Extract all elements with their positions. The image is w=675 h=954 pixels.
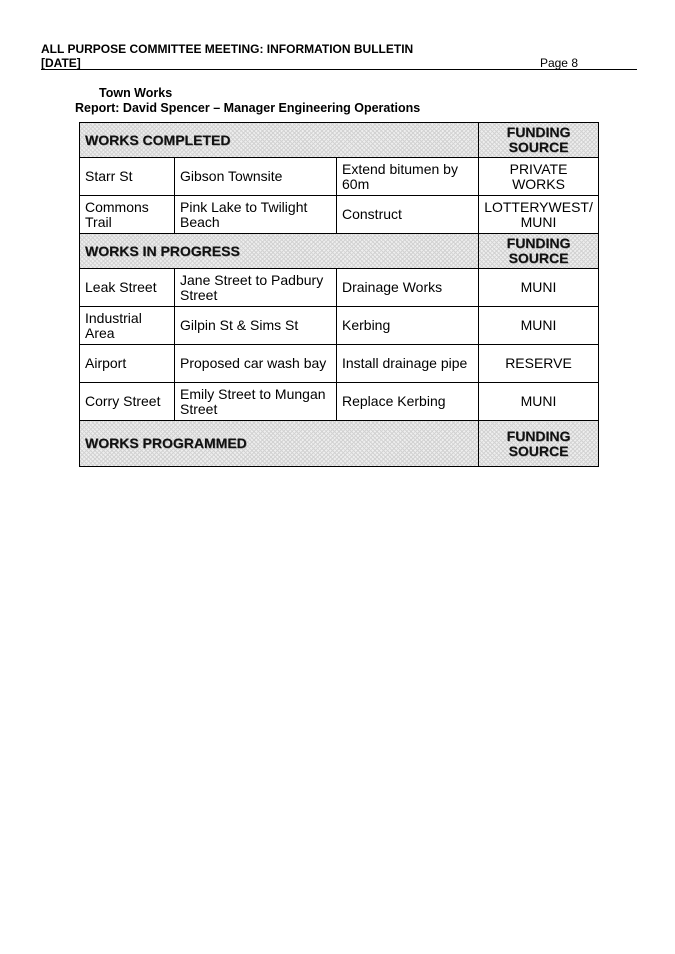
extent-cell: Emily Street to Mungan Street [175, 383, 337, 421]
page-number: Page 8 [539, 56, 578, 70]
works-in-progress-heading: WORKS IN PROGRESS [80, 234, 479, 269]
extent-cell: Gibson Townsite [175, 158, 337, 196]
report-author: Report: David Spencer – Manager Engineering Operations [75, 101, 421, 115]
work-cell: Replace Kerbing [337, 383, 479, 421]
header-date-row [41, 56, 637, 70]
section-title: Town Works [99, 86, 173, 100]
funding-source-heading: FUNDING SOURCE [479, 234, 599, 269]
location-cell: Commons Trail [80, 196, 175, 234]
table-row [80, 383, 599, 421]
funding-cell: LOTTERYWEST/ MUNI [479, 196, 599, 234]
work-cell: Extend bitumen by 60m [337, 158, 479, 196]
location-cell: Starr St [80, 158, 175, 196]
location-cell: Industrial Area [80, 307, 175, 345]
bulletin-header [41, 42, 637, 70]
funding-cell: MUNI [479, 307, 599, 345]
funding-cell: MUNI [479, 269, 599, 307]
work-cell: Kerbing [337, 307, 479, 345]
funding-cell: MUNI [479, 383, 599, 421]
extent-cell: Proposed car wash bay [175, 345, 337, 383]
works-completed-heading: WORKS COMPLETED [80, 123, 479, 158]
funding-source-heading: FUNDING SOURCE [479, 421, 599, 467]
bulletin-date: [DATE] [41, 56, 81, 70]
town-works-table [79, 122, 599, 467]
funding-cell: PRIVATE WORKS [479, 158, 599, 196]
header-divider [41, 69, 637, 70]
table-row [80, 345, 599, 383]
work-cell: Install drainage pipe [337, 345, 479, 383]
table-row [80, 196, 599, 234]
works-programmed-heading-row [80, 421, 599, 467]
works-programmed-heading: WORKS PROGRAMMED [80, 421, 479, 467]
extent-cell: Pink Lake to Twilight Beach [175, 196, 337, 234]
works-completed-heading-row [80, 123, 599, 158]
extent-cell: Jane Street to Padbury Street [175, 269, 337, 307]
bulletin-title: ALL PURPOSE COMMITTEE MEETING: INFORMATION BULLETIN [41, 42, 414, 56]
location-cell: Corry Street [80, 383, 175, 421]
location-cell: Leak Street [80, 269, 175, 307]
work-cell: Drainage Works [337, 269, 479, 307]
funding-source-heading: FUNDING SOURCE [479, 123, 599, 158]
table-row [80, 307, 599, 345]
table-row [80, 158, 599, 196]
table-row [80, 269, 599, 307]
funding-cell: RESERVE [479, 345, 599, 383]
works-in-progress-heading-row [80, 234, 599, 269]
work-cell: Construct [337, 196, 479, 234]
extent-cell: Gilpin St & Sims St [175, 307, 337, 345]
location-cell: Airport [80, 345, 175, 383]
